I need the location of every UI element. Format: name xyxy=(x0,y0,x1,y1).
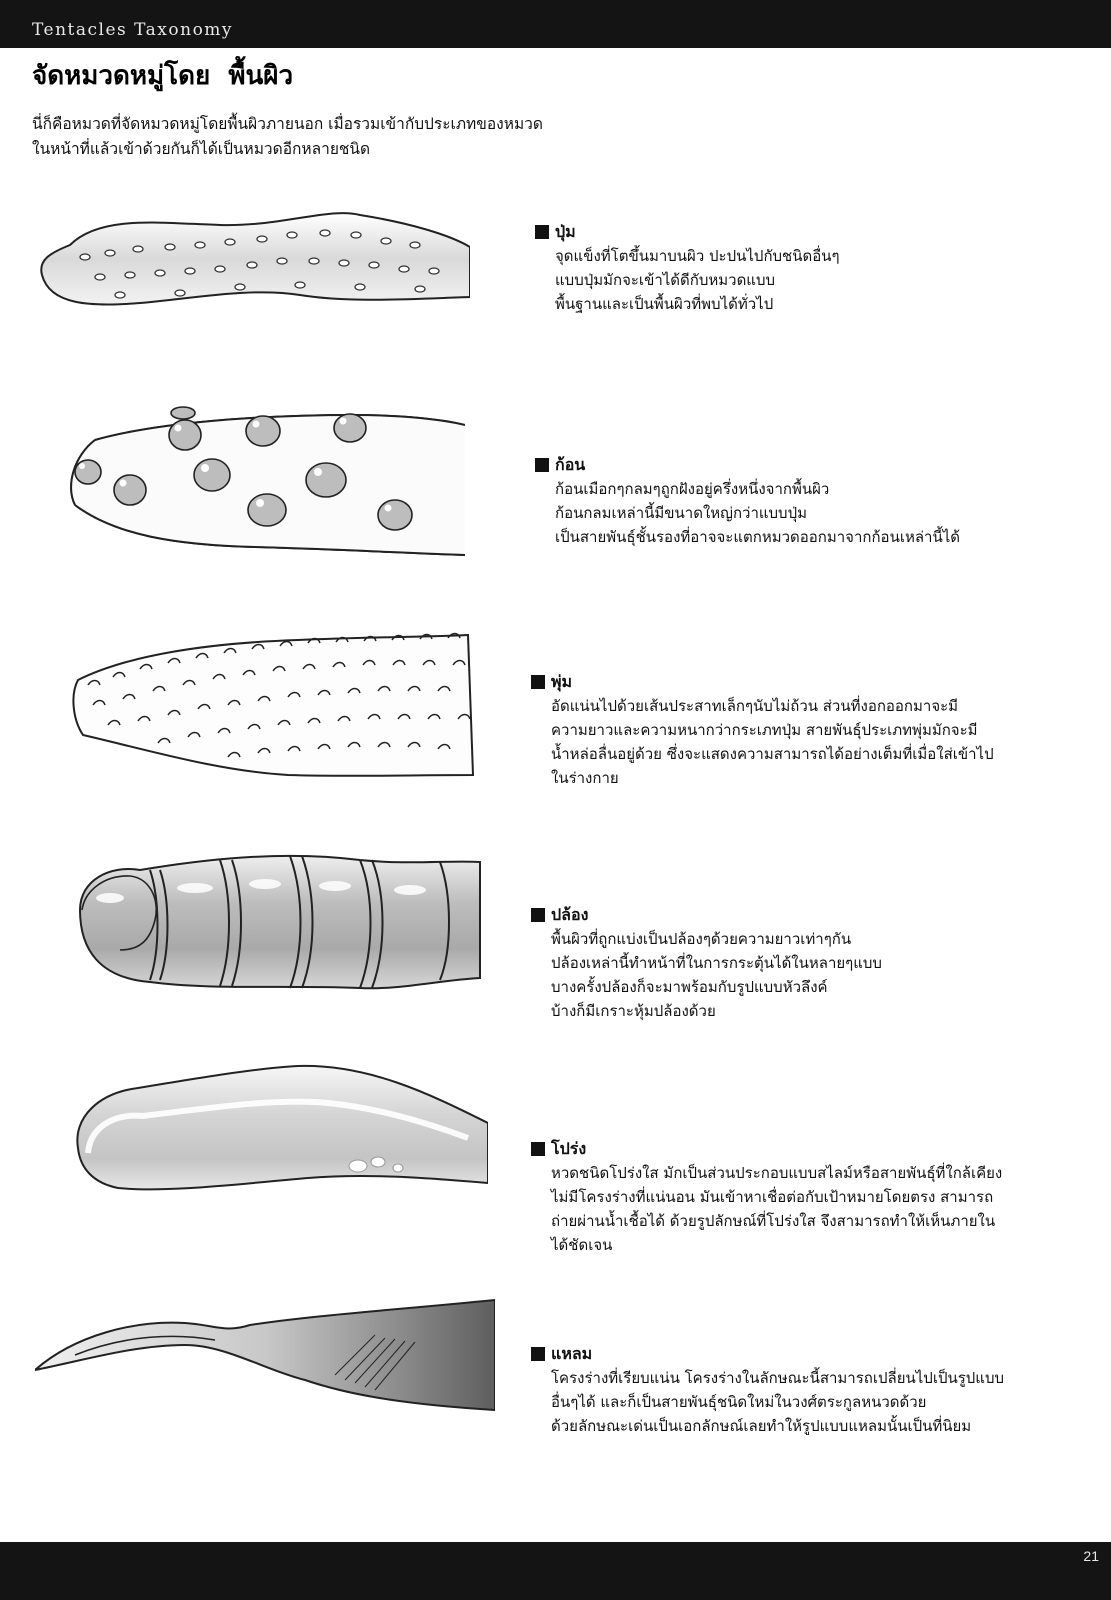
entry-line: อื่นๆได้ และก็เป็นสายพันธุ์ชนิดใหม่ในวงศ์ตระกูลหนวดด้วย xyxy=(551,1393,927,1411)
page-number: 21 xyxy=(1083,1548,1099,1564)
entry-bumps xyxy=(535,220,840,316)
entry-title: ก้อน xyxy=(555,455,586,474)
bumps-tentacle-illustration xyxy=(30,195,470,325)
bullet-square-icon xyxy=(535,225,549,239)
entry-title: แหลม xyxy=(551,1344,593,1363)
header-bar xyxy=(0,0,1111,48)
bullet-square-icon xyxy=(531,1347,545,1361)
entry-lumps xyxy=(535,453,960,549)
footer-bar xyxy=(0,1542,1111,1600)
entry-line: ก้อนเมือกๆกลมๆถูกฝังอยู่ครึ่งหนึ่งจากพื้นผิว xyxy=(555,480,830,498)
entry-line: บ้างก็มีเกราะหุ้มปล้องด้วย xyxy=(551,1002,716,1020)
transparent-tentacle-illustration xyxy=(68,1058,488,1208)
entry-line: โครงร่างที่เรียบแน่น โครงร่างในลักษณะนี้สามารถเปลี่ยนไปเป็นรูปแบบ xyxy=(551,1369,1005,1387)
entry-line: ได้ชัดเจน xyxy=(551,1236,613,1254)
page-title: จัดหมวดหมู่โดย พื้นผิว xyxy=(32,61,294,91)
entry-line: พื้นผิวที่ถูกแบ่งเป็นปล้องๆด้วยความยาวเท่าๆกัน xyxy=(551,930,852,948)
bullet-square-icon xyxy=(531,1142,545,1156)
entry-line: ด้วยลักษณะเด่นเป็นเอกลักษณ์เลยทำให้รูปแบบแหลมนั้นเป็นที่นิยม xyxy=(551,1417,972,1435)
lumps-tentacle-illustration xyxy=(55,395,465,570)
header-title: Tentacles Taxonomy xyxy=(32,20,234,40)
entry-title: พุ่ม xyxy=(551,672,573,691)
entry-segmented xyxy=(531,903,882,1023)
intro-line: นี่ก็คือหมวดที่จัดหมวดหมู่โดยพื้นผิวภายนอก เมื่อรวมเข้ากับประเภทของหมวด xyxy=(32,115,543,133)
entry-line: ไม่มีโครงร่างที่แน่นอน มันเข้าหาเชื่อต่อกับเป้าหมายโดยตรง สามารถ xyxy=(551,1188,994,1206)
entry-pointed xyxy=(531,1342,1004,1438)
entry-line: ถ่ายผ่านน้ำเชื้อได้ ด้วยรูปลักษณ์ที่โปร่งใส จึงสามารถทำให้เห็นภายใน xyxy=(551,1212,996,1230)
bullet-square-icon xyxy=(531,908,545,922)
bullet-square-icon xyxy=(535,458,549,472)
entry-line: จุดแข็งที่โตขึ้นมาบนผิว ปะปนไปกับชนิดอื่นๆ xyxy=(555,247,840,265)
entry-line: ก้อนกลมเหล่านี้มีขนาดใหญ่กว่าแบบปุ่ม xyxy=(555,504,807,522)
entry-line: ปล้องเหล่านี้ทำหน้าที่ในการกระตุ้นได้ในหลายๆแบบ xyxy=(551,954,882,972)
entry-line: บางครั้งปล้องก็จะมาพร้อมกับรูปแบบหัวลึงค์ xyxy=(551,978,828,996)
entry-line: แบบปุ่มมักจะเข้าได้ดีกับหมวดแบบ xyxy=(555,271,776,289)
intro-line: ในหน้าที่แล้วเข้าด้วยกันก็ได้เป็นหมวดอีกหลายชนิด xyxy=(32,140,371,158)
bullet-square-icon xyxy=(531,675,545,689)
pointed-tentacle-illustration xyxy=(35,1285,495,1420)
entry-line: ความยาวและความหนากว่ากระเภทปุ่ม สายพันธุ์ประเภทพุ่มมักจะมี xyxy=(551,721,978,739)
entry-title: ปุ่ม xyxy=(555,222,576,241)
entry-title: ปล้อง xyxy=(551,905,589,924)
entry-transparent xyxy=(531,1137,1002,1257)
entry-line: อัดแน่นไปด้วยเส้นประสาทเล็กๆนับไม่ถ้วน ส่วนที่งอกออกมาจะมี xyxy=(551,697,959,715)
entry-line: พื้นฐานและเป็นพื้นผิวที่พบได้ทั่วไป xyxy=(555,295,774,313)
entry-line: ในร่างกาย xyxy=(551,769,619,787)
intro-paragraph xyxy=(32,112,543,162)
shrub-tentacle-illustration xyxy=(68,625,478,790)
entry-line: เป็นสายพันธุ์ชั้นรองที่อาจจะแตกหมวดออกมาจากก้อนเหล่านี้ได้ xyxy=(555,528,960,546)
entry-line: น้ำหล่อลื่นอยู่ด้วย ซึ่งจะแสดงความสามารถได้อย่างเต็มที่เมื่อใส่เข้าไป xyxy=(551,745,994,763)
entry-shrub xyxy=(531,670,994,790)
entry-line: หวดชนิดโปร่งใส มักเป็นส่วนประกอบแบบสไลม์หรือสายพันธุ์ที่ใกล้เคียง xyxy=(551,1164,1003,1182)
segmented-tentacle-illustration xyxy=(60,840,490,1000)
entry-title: โปร่ง xyxy=(551,1139,587,1158)
